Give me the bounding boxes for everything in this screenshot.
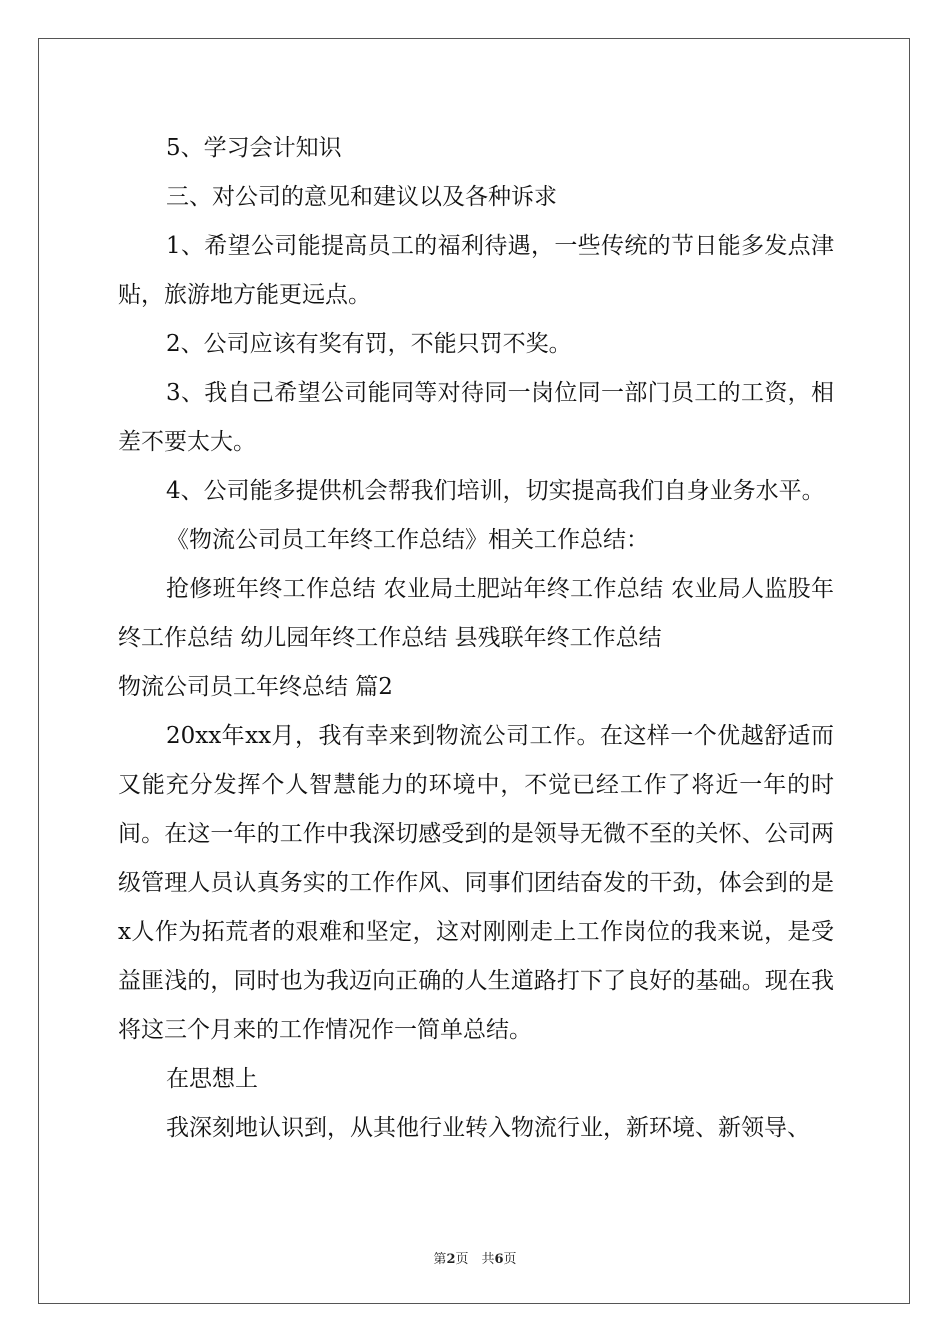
related-summary-links: 抢修班年终工作总结 农业局土肥站年终工作总结 农业局人监股年终工作总结 幼儿园年终工作总结 县残联年终工作总结 <box>118 576 834 651</box>
paragraph-1: 5、学习会计知识 <box>166 135 342 161</box>
paragraph-last: 我深刻地认识到，从其他行业转入物流行业，新环境、新领导、 <box>166 1115 810 1141</box>
paragraph-2: 三、对公司的意见和建议以及各种诉求 <box>166 184 557 210</box>
page-footer <box>0 1248 950 1267</box>
paragraph-6: 4、公司能多提供机会帮我们培训，切实提高我们自身业务水平。 <box>166 478 825 504</box>
paragraph-5: 3、我自己希望公司能同等对待同一岗位同一部门员工的工资，相差不要太大。 <box>118 380 834 455</box>
footer-prefix: 第 <box>433 1252 447 1267</box>
related-summary-heading: 《物流公司员工年终工作总结》相关工作总结： <box>166 527 649 553</box>
footer-mid: 页 共 <box>455 1252 495 1267</box>
section-title: 物流公司员工年终总结 篇2 <box>118 674 393 700</box>
paragraph-4: 2、公司应该有奖有罚，不能只罚不奖。 <box>166 331 572 357</box>
footer-page-number: 2 <box>446 1252 456 1267</box>
subheading-thought: 在思想上 <box>166 1066 258 1092</box>
footer-total-pages: 6 <box>494 1252 504 1267</box>
paragraph-3: 1、希望公司能提高员工的福利待遇，一些传统的节日能多发点津贴，旅游地方能更远点。 <box>118 233 834 308</box>
document-body <box>118 124 834 1153</box>
paragraph-intro: 20xx年xx月，我有幸来到物流公司工作。在这样一个优越舒适而又能充分发挥个人智慧能力的环境中，不觉已经工作了将近一年的时间。在这一年的工作中我深切感受到的是领导无微不至的关怀、公司两级管理人员认真务实的工作作风、同事们团结奋发的干劲，体会到的是x人作为拓荒者的艰难和坚定，这对刚刚走上工作岗位的我来说，是受益匪浅的，同时也为我迈向正确的人生道路打下了良好的基础。现在我将这三个月来的工作情况作一简单总结。 <box>118 723 834 1043</box>
footer-suffix: 页 <box>503 1252 517 1267</box>
